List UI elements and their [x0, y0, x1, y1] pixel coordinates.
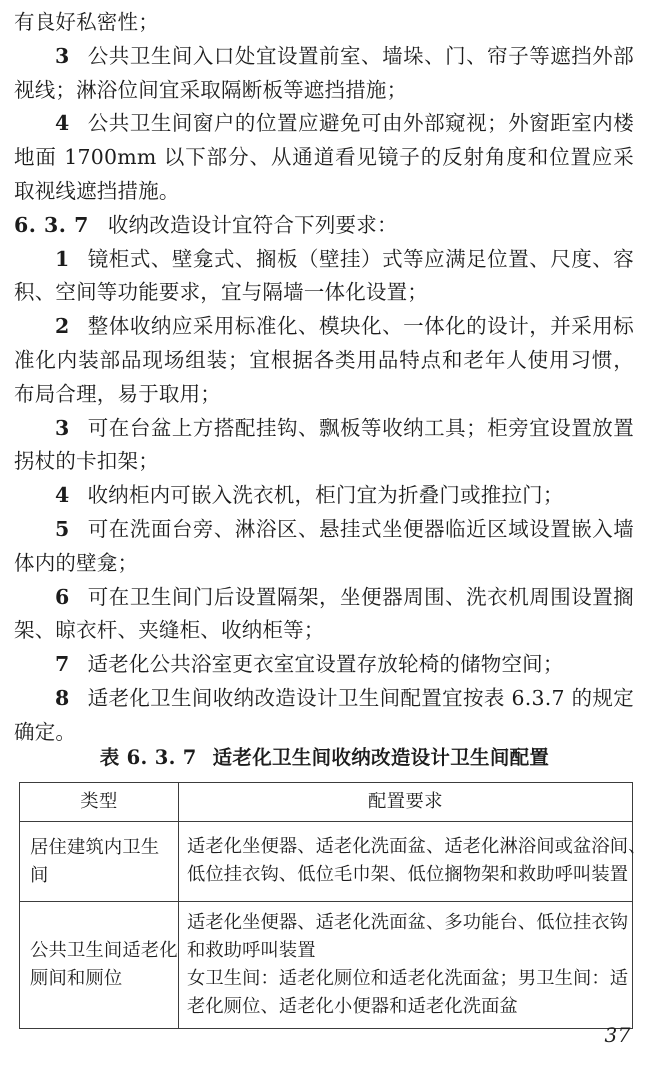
table-row — [20, 902, 633, 1029]
paragraph-continued — [14, 6, 634, 40]
column-header-type: 类型 — [20, 783, 179, 822]
type-line: 公共卫生间适老化 — [30, 940, 178, 961]
list-item-number: 2 — [55, 314, 70, 339]
table-header — [20, 783, 633, 822]
body-text-column — [14, 6, 634, 750]
requirement-line: 老化厕位、适老化小便器和适老化洗面盆 — [187, 995, 518, 1017]
list-item-text: 整体收纳应采用标准化、模块化、一体化的设计，并采用标准化内装部品现场组装；宜根据各类用品特点和老年人使用习惯，布局合理，易于取用； — [14, 314, 634, 406]
list-item-637-5 — [14, 513, 634, 581]
cell-type-public — [20, 902, 179, 1029]
table-body — [20, 822, 647, 1029]
list-item-637-3 — [14, 412, 634, 480]
page-number: 37 — [604, 1023, 631, 1047]
list-item-number: 4 — [55, 483, 70, 508]
list-item-637-6 — [14, 581, 634, 649]
table-row — [20, 822, 633, 902]
list-item-text: 适老化公共浴室更衣室宜设置存放轮椅的储物空间； — [87, 652, 564, 677]
list-item-637-7 — [14, 648, 634, 682]
column-header-requirement: 配置要求 — [179, 783, 633, 822]
clause-number: 6. 3. 7 — [14, 212, 89, 237]
list-item-text: 适老化卫生间收纳改造设计卫生间配置宜按表 6.3.7 的规定确定。 — [14, 685, 634, 744]
cell-requirement-residential — [179, 822, 647, 902]
list-item-636-3 — [14, 40, 634, 108]
list-item-number: 6 — [55, 584, 70, 609]
list-item-text: 可在台盆上方搭配挂钩、飘板等收纳工具；柜旁宜设置放置拐杖的卡扣架； — [14, 415, 634, 474]
type-line: 厕间和厕位 — [30, 968, 123, 989]
table-caption-label: 表 6. 3. 7 — [99, 746, 197, 769]
table-header-row — [20, 783, 633, 822]
list-item-number: 8 — [55, 685, 70, 710]
list-item-text: 公共卫生间窗户的位置应避免可由外部窥视；外窗距室内楼地面 1700mm 以下部分、从通道看见镜子的反射角度和位置应采取视线遮挡措施。 — [14, 111, 634, 203]
list-item-number: 4 — [55, 111, 70, 136]
requirement-line: 适老化坐便器、适老化洗面盆、适老化淋浴间或盆浴间、 — [187, 836, 647, 857]
list-item-number: 3 — [55, 415, 70, 440]
list-item-637-2 — [14, 310, 634, 411]
cell-type-residential: 居住建筑内卫生间 — [20, 822, 179, 902]
list-item-637-1 — [14, 243, 634, 311]
list-item-number: 7 — [55, 652, 70, 677]
requirement-line: 低位挂衣钩、低位毛巾架、低位搁物架和救助呼叫装置 — [187, 864, 629, 885]
cell-requirement-public — [179, 902, 633, 1029]
clause-heading-637 — [14, 209, 634, 243]
list-item-text: 公共卫生间入口处宜设置前室、墙垛、门、帘子等遮挡外部视线；淋浴位间宜采取隔断板等遮挡措施； — [14, 43, 634, 102]
list-item-text: 镜柜式、壁龛式、搁板（壁挂）式等应满足位置、尺度、容积、空间等功能要求，宜与隔墙一体化设置； — [14, 246, 634, 305]
list-item-number: 5 — [55, 516, 70, 541]
list-item-637-4 — [14, 479, 634, 513]
list-item-text: 可在洗面台旁、淋浴区、悬挂式坐便器临近区域设置嵌入墙体内的壁龛； — [14, 516, 634, 575]
requirement-line: 适老化坐便器、适老化洗面盆、多功能台、低位挂衣钩 — [187, 911, 629, 933]
list-item-637-8 — [14, 682, 634, 750]
list-item-number: 1 — [55, 246, 70, 271]
list-item-text: 收纳柜内可嵌入洗衣机，柜门宜为折叠门或推拉门； — [87, 483, 564, 508]
requirement-line: 和救助呼叫装置 — [187, 939, 316, 961]
table-caption — [0, 745, 649, 771]
list-item-text: 可在卫生间门后设置隔架，坐便器周围、洗衣机周围设置搁架、晾衣杆、夹缝柜、收纳柜等； — [14, 584, 634, 643]
list-item-636-4 — [14, 107, 634, 208]
configuration-table — [19, 782, 647, 1029]
table-caption-title: 适老化卫生间收纳改造设计卫生间配置 — [212, 746, 550, 769]
clause-title: 收纳改造设计宜符合下列要求： — [107, 212, 398, 237]
list-item-number: 3 — [55, 43, 70, 68]
paragraph-continued-text: 有良好私密性； — [14, 10, 159, 34]
requirement-line: 女卫生间：适老化厕位和适老化洗面盆；男卫生间：适 — [187, 967, 629, 989]
